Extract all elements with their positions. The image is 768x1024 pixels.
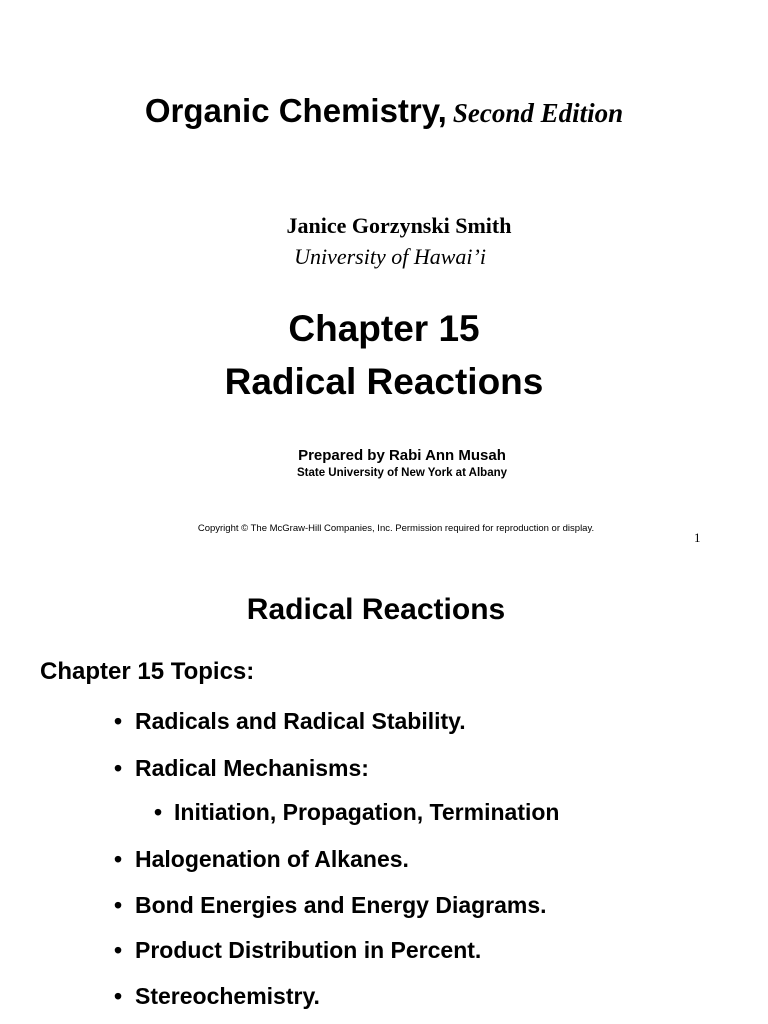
topic-text: Stereochemistry.: [135, 983, 320, 1009]
prepared-by: Prepared by Rabi Ann Musah: [298, 447, 506, 464]
book-title-text: Organic Chemistry,: [144, 92, 447, 129]
topic-item: [114, 708, 466, 735]
topic-text: Bond Energies and Energy Diagrams.: [135, 892, 547, 918]
bullet-icon: •: [114, 937, 123, 963]
topic-text: Radical Mechanisms:: [135, 755, 369, 781]
topic-text: Initiation, Propagation, Termination: [174, 799, 560, 825]
edition-label: Second Edition: [452, 98, 624, 128]
topic-text: Halogenation of Alkanes.: [135, 846, 409, 872]
page-number: 1: [694, 530, 701, 545]
bullet-icon: •: [114, 892, 123, 918]
chapter-number: Chapter 15: [288, 308, 480, 349]
sub-topic-item: [154, 799, 559, 826]
bullet-icon: •: [114, 983, 123, 1009]
topic-item: [114, 755, 369, 782]
bullet-icon: •: [114, 708, 123, 734]
topics-slide: [0, 560, 768, 1024]
topic-text: Product Distribution in Percent.: [135, 937, 482, 963]
topic-item: [114, 846, 409, 873]
book-title: [0, 92, 768, 130]
bullet-icon: •: [114, 846, 123, 872]
bullet-icon: •: [154, 799, 163, 825]
chapter-title: Radical Reactions: [224, 361, 544, 402]
topic-item: [114, 892, 547, 919]
author-name: Janice Gorzynski Smith: [286, 213, 512, 238]
topic-text: Radicals and Radical Stability.: [135, 708, 466, 734]
topic-item: [114, 983, 320, 1010]
preparer-institution: State University of New York at Albany: [296, 467, 508, 479]
topics-heading: Chapter 15 Topics:: [40, 658, 255, 685]
topic-item: [114, 937, 481, 964]
slide-title: Radical Reactions: [246, 593, 506, 626]
copyright-notice: Copyright © The McGraw-Hill Companies, Inc. Permission required for reproduction or display.: [197, 523, 595, 534]
bullet-icon: •: [114, 755, 123, 781]
author-university: University of Hawai’i: [294, 244, 486, 269]
